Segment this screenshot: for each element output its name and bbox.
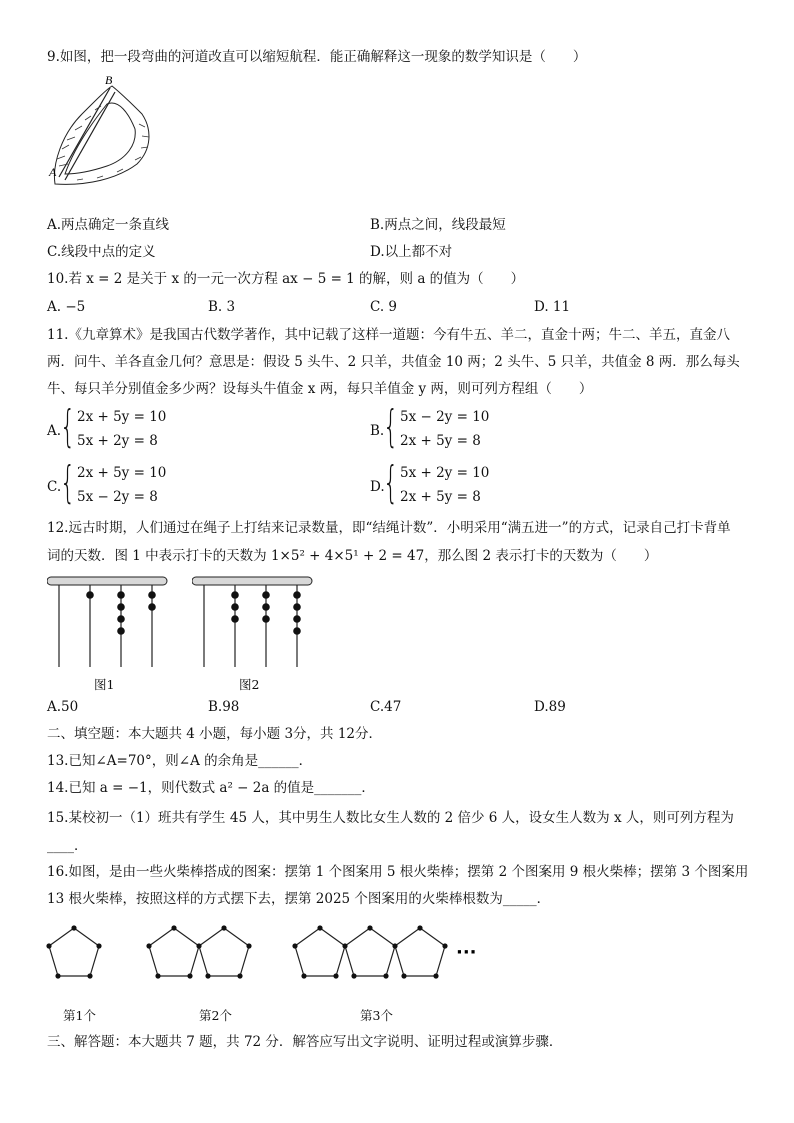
q11-line-3: 牛、每只羊分别值金多少两？设每头牛值金 x 两，每只羊值金 y 两，则可列方程组（ ） bbox=[47, 381, 593, 397]
equation: 2x + 5y = 10 bbox=[77, 409, 167, 425]
brace-icon: { bbox=[60, 401, 76, 452]
equation: 5x − 2y = 10 bbox=[400, 409, 490, 425]
equation: 2x + 5y = 8 bbox=[400, 489, 481, 505]
q11-line-2: 两．问牛、羊各直金几何？意思是：假设 5 头牛、2 只羊，共值金 10 两；2 头牛、5 只羊，共值金 8 两．那么每头 bbox=[47, 354, 740, 370]
section-3-heading: 三、解答题：本大题共 7 题，共 72 分．解答应写出文字说明、证明过程或演算步骤． bbox=[47, 1034, 563, 1050]
figure-1-label: 图1 bbox=[94, 677, 115, 692]
river-figure bbox=[47, 74, 157, 189]
pattern-1-label: 第1个 bbox=[63, 1008, 96, 1023]
option-label: C. bbox=[47, 479, 62, 495]
q12-line-2: 词的天数．图 1 中表示打卡的天数为 1×5² + 4×5¹ + 2 = 47，那么图 2 表示打卡的天数为（ ） bbox=[47, 548, 658, 564]
equation: 2x + 5y = 10 bbox=[77, 465, 167, 481]
q10-option-a: A. −5 bbox=[47, 299, 86, 315]
equation: 5x + 2y = 8 bbox=[77, 433, 158, 449]
pattern-2-label: 第2个 bbox=[199, 1008, 232, 1023]
q10-option-d: D. 11 bbox=[534, 299, 571, 315]
equation: 5x − 2y = 8 bbox=[77, 489, 158, 505]
q9-option-a: A.两点确定一条直线 bbox=[47, 217, 170, 233]
label-b: B bbox=[105, 74, 113, 87]
knot-figure-2 bbox=[192, 575, 317, 670]
q12-option-a: A.50 bbox=[47, 699, 79, 715]
q12-line-1: 12.远古时期，人们通过在绳子上打结来记录数量，即“结绳计数”．小明采用“满五进一”的方式，记录自己打卡背单 bbox=[47, 520, 731, 536]
option-label: A. bbox=[47, 423, 62, 439]
brace-icon: { bbox=[383, 457, 399, 508]
q11-line-1: 11.《九章算术》是我国古代数学著作，其中记载了这样一道题：今有牛五、羊二，直金十两；牛二、羊五，直金八 bbox=[47, 327, 730, 343]
equation: 2x + 5y = 8 bbox=[400, 433, 481, 449]
q13-stem: 13.已知∠A=70°，则∠A 的余角是______． bbox=[47, 753, 313, 769]
knot-figure-1 bbox=[47, 575, 172, 670]
q15-line-1: 15.某校初一（1）班共有学生 45 人，其中男生人数比女生人数的 2 倍少 6 人，设女生人数为 x 人，则可列方程为 bbox=[47, 810, 734, 826]
q10-option-b: B. 3 bbox=[208, 299, 236, 315]
section-2-heading: 二、填空题：本大题共 4 小题，每小题 3分，共 12分． bbox=[47, 726, 383, 742]
q15-line-2: ____． bbox=[47, 838, 88, 854]
q14-stem: 14.已知 a = −1，则代数式 a² − 2a 的值是_______． bbox=[47, 780, 375, 796]
equation: 5x + 2y = 10 bbox=[400, 465, 490, 481]
matchstick-pattern-figure bbox=[44, 920, 504, 1005]
q16-line-1: 16.如图，是由一些火柴棒搭成的图案：摆第 1 个图案用 5 根火柴棒；摆第 2 个图案用 9 根火柴棒；摆第 3 个图案用 bbox=[47, 864, 749, 880]
brace-icon: { bbox=[383, 401, 399, 452]
q10-stem: 10.若 x = 2 是关于 x 的一元一次方程 ax − 5 = 1 的解，则 a 的值为（ ） bbox=[47, 271, 525, 287]
figure-2-label: 图2 bbox=[239, 677, 260, 692]
q12-option-c: C.47 bbox=[370, 699, 402, 715]
q9-option-b: B.两点之间，线段最短 bbox=[370, 217, 506, 233]
q9-option-d: D.以上都不对 bbox=[370, 244, 453, 260]
q12-option-d: D.89 bbox=[534, 699, 566, 715]
ellipsis: ··· bbox=[456, 942, 477, 963]
q10-option-c: C. 9 bbox=[370, 299, 398, 315]
label-a: A bbox=[49, 165, 57, 179]
brace-icon: { bbox=[60, 457, 76, 508]
pattern-3-label: 第3个 bbox=[360, 1008, 393, 1023]
option-label: D. bbox=[370, 479, 385, 495]
q16-line-2: 13 根火柴棒，按照这样的方式摆下去，摆第 2025 个图案用的火柴棒根数为_____． bbox=[47, 891, 551, 907]
q12-option-b: B.98 bbox=[208, 699, 240, 715]
q9-stem: 9.如图，把一段弯曲的河道改直可以缩短航程．能正确解释这一现象的数学知识是（ ） bbox=[47, 49, 587, 65]
option-label: B. bbox=[370, 423, 385, 439]
q9-option-c: C.线段中点的定义 bbox=[47, 244, 156, 260]
